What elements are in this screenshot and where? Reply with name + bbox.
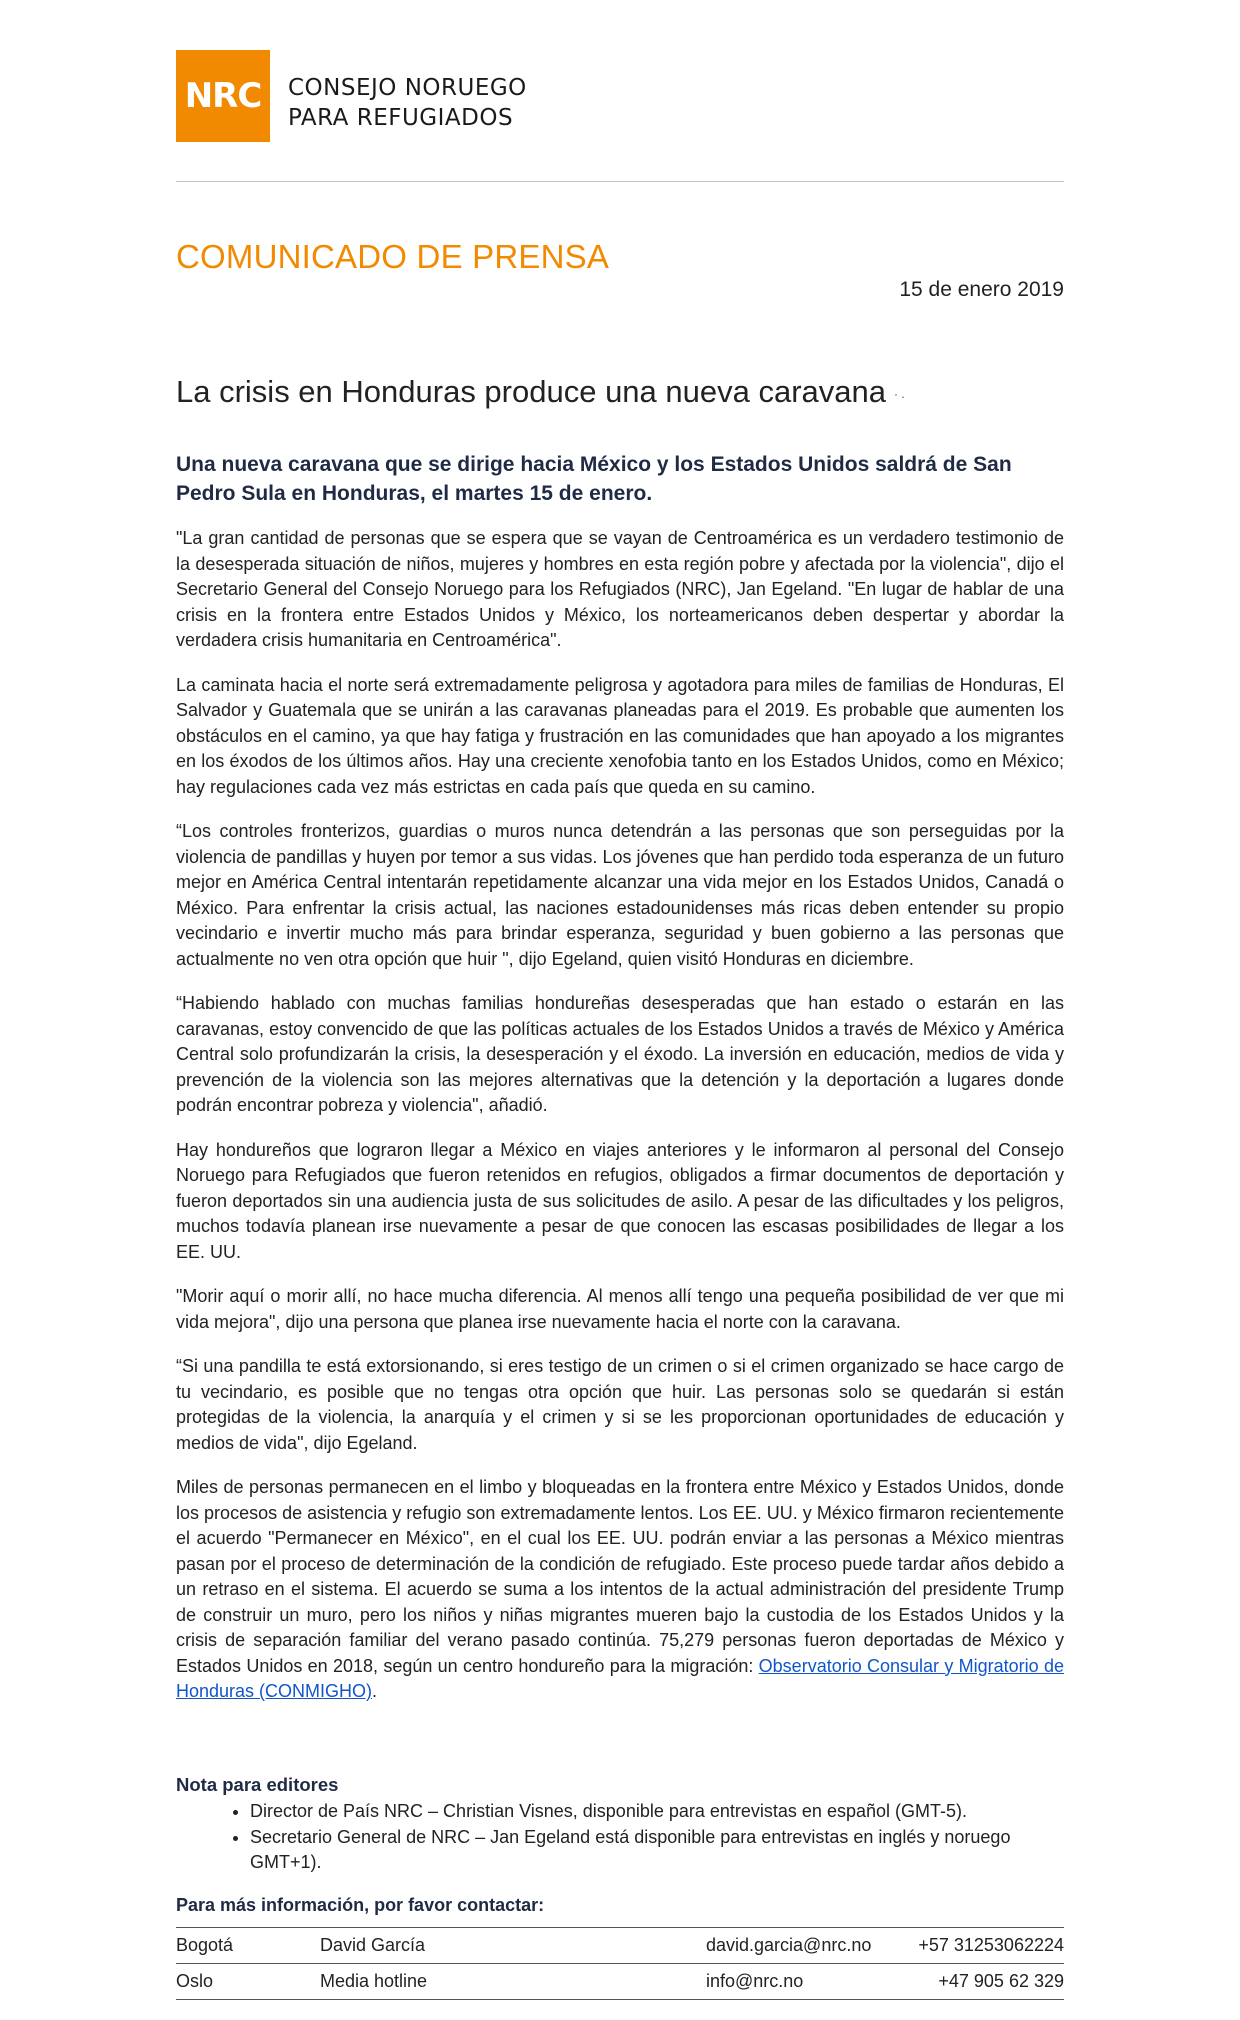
editor-notes-list (176, 1799, 1064, 1876)
paragraph: La caminata hacia el norte será extremadamente peligrosa y agotadora para miles de familias de Honduras, El Salvador y Guatemala que se unirán a las caravanas planeadas para el 2019. Es probable que aumenten los obstáculos en el camino, ya que hay fatiga y frustración en las comunidades que han apoyado a los migrantes en los éxodos de los últimos años. Hay una creciente xenofobia tanto en los Estados Unidos, como en México; hay regulaciones cada vez más estrictas en cada país que queda en su camino. (176, 674, 1064, 797)
list-item: • Secretario General de NRC – Jan Egeland está disponible para entrevistas en inglés y noruego GMT+1). (250, 1825, 1064, 1876)
release-date: 15 de enero 2019 (899, 278, 1064, 301)
paragraph: "La gran cantidad de personas que se espera que se vayan de Centroamérica es un verdadero testimonio de la desesperada situación de niños, mujeres y hombres en esta región pobre y afectada por la violencia", dijo el Secretario General del Consejo Noruego para los Refugiados (NRC), Jan Egeland. "En lugar de hablar de una crisis en la frontera entre Estados Unidos y México, los norteamericanos deben despertar y abordar la verdadera crisis humanitaria en Centroamérica". (176, 528, 1064, 650)
paragraph: “Los controles fronterizos, guardias o muros nunca detendrán a las personas que son perseguidas por la violencia de pandillas y huyen por temor a sus vidas. Los jóvenes que han perdido toda esperanza de un futuro mejor en América Central intentarán repetidamente alcanzar una vida mejor en los Estados Unidos, Canadá o México. Para enfrentar la crisis actual, las naciones estadounidenses más ricas deben entender su propio vecindario e invertir mucho más para brindar esperanza, seguridad y buen gobierno a las personas que actualmente no ven otra opción que huir ", dijo Egeland, quien visitó Honduras en diciembre. (176, 821, 1064, 969)
conmigho-link[interactable]: Observatorio Consular y Migratorio de Honduras (CONMIGHO) (176, 1655, 1064, 1701)
contact-phone: +57 31253062224 (918, 1935, 1064, 1955)
paragraph: "Morir aquí o morir allí, no hace mucha diferencia. Al menos allí tengo una pequeña posibilidad de ver que mi vida mejora", dijo una persona que planea irse nuevamente hacia el norte con la caravana. (176, 1286, 1064, 1332)
contact-email[interactable]: info@nrc.no (706, 1971, 804, 1991)
editor-notes (176, 1774, 1064, 1876)
contact-name: Media hotline (320, 1971, 428, 1991)
table-row (176, 1964, 1064, 2000)
paragraph-text: Miles de personas permanecen en el limbo y bloqueadas en la frontera entre México y Estados Unidos, donde los procesos de asistencia y refugio son extremadamente lentos. Los EE. UU. y México firmaron recientemente el acuerdo "Permanecer en México", en el cual los EE. UU. podrán enviar a las personas a México mientras pasan por el proceso de determinación de la condición de refugiado. Este proceso puede tardar años debido a un retraso en el sistema. El acuerdo se suma a los intentos de la actual administración del presidente Trump de construir un muro, pero los niños y niñas migrantes mueren bajo la custodia de los Estados Unidos y la crisis de separación familiar del verano pasado continúa. 75,279 personas fueron deportadas de México y Estados Unidos en 2018, según un centro hondureño para la migración: (176, 1477, 1064, 1676)
paragraph: “Habiendo hablado con muchas familias hondureñas desesperadas que han estado o estarán en las caravanas, estoy convencido de que las políticas actuales de los Estados Unidos a través de México y América Central solo profundizarán la crisis, la desesperación y el éxodo. La inversión en educación, medios de vida y prevención de la violencia son las mejores alternativas que la detención y la deportación a lugares donde podrán encontrar pobreza y violencia", añadió. (176, 993, 1064, 1115)
contact-city: Oslo (176, 1971, 214, 1991)
lead-paragraph: Una nueva caravana que se dirige hacia México y los Estados Unidos saldrá de San Pedro Sula en Honduras, el martes 15 de enero. (176, 453, 1012, 505)
headline (176, 374, 905, 410)
logo-line-1: CONSEJO NORUEGO (288, 75, 527, 101)
contact-name: David García (320, 1935, 426, 1955)
list-item: • Director de País NRC – Christian Visnes, disponible para entrevistas en español (GMT-5). (250, 1799, 1064, 1825)
headline-mark: · . (894, 386, 905, 401)
press-release-page (176, 50, 1064, 1991)
paragraph-with-link (176, 1475, 1064, 1705)
press-release-title: COMUNICADO DE PRENSA (176, 238, 610, 275)
contact-city: Bogotá (176, 1935, 234, 1955)
contact-table (176, 1927, 1064, 2000)
paragraph: “Si una pandilla te está extorsionando, si eres testigo de un crimen o si el crimen organizado se hace cargo de tu vecindario, es posible que no tengas otra opción que huir. Las personas solo se quedarán si están protegidas de la violencia, la anarquía y el crimen y si se les proporcionan oportunidades de educación y medios de vida", dijo Egeland. (176, 1356, 1064, 1453)
contact-title: Para más información, por favor contactar: (176, 1895, 545, 1915)
editor-notes-title: Nota para editores (176, 1774, 339, 1795)
nrc-logo-text (288, 59, 527, 133)
header-divider (176, 181, 1064, 182)
paragraph-end: . (372, 1681, 378, 1701)
article-body (176, 526, 1064, 1724)
contact-email[interactable]: david.garcia@nrc.no (706, 1935, 872, 1955)
paragraph: Hay hondureños que lograron llegar a México en viajes anteriores y le informaron al personal del Consejo Noruego para Refugiados que fueron retenidos en refugios, obligados a firmar documentos de deportación y fueron deportados sin una audiencia justa de sus solicitudes de asilo. A pesar de las dificultades y los peligros, muchos todavía planean irse nuevamente a pesar de que conocen las escasas posibilidades de llegar a los EE. UU. (176, 1139, 1064, 1262)
headline-text: La crisis en Honduras produce una nueva caravana (176, 374, 887, 409)
logo-line-2: PARA REFUGIADOS (288, 105, 514, 131)
nrc-logo-mark: NRC (176, 50, 270, 142)
nrc-logo (176, 50, 1064, 142)
table-row (176, 1928, 1064, 1964)
contact-phone: +47 905 62 329 (938, 1971, 1064, 1991)
